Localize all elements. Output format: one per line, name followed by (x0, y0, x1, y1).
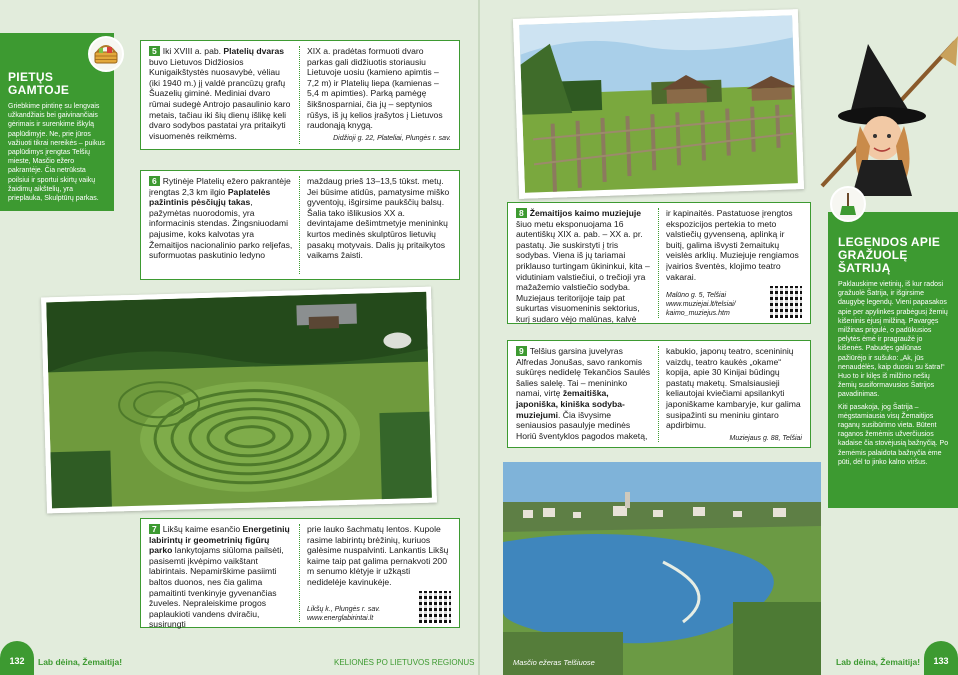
box-text: šiuo metu eksponuojama 16 autentiškų XIX a. pab. – XX a. pr. pastatų. Jie suskirstyti į tris sodybas. Viena iš jų tariamai priklauso turtingam ūkininkui, kita – vidutiniam valstiečiui, o trečioji yra mažažemio valstiečio sodyba. Muziejaus teritorijoje taip pat sukurtas visuomeninis sektorius, kurį sudaro vėjo malūnas, kalvė (516, 218, 650, 324)
sidebar-title: LEGENDOS APIE GRAŽUOLĘ ŠATRIJĄ (838, 235, 941, 275)
website-link[interactable]: kaimo_muziejus.htm (666, 310, 730, 318)
item-number: 6 (149, 176, 160, 186)
footer-left-text: Lab dėina, Žemaitija! (38, 657, 123, 667)
box-text: , pažymėtas nuorodomis, yra informacinis stendas. Žingsniuodami pajusime, koks kalvotas yra Žemaitijos nacionalinio parko reljefas, suformuotas paskutinio ledyno (149, 197, 293, 261)
sidebar-paragraph: Kiti pasakoja, jog Šatrija – mėgstamiausia visų Žemaitijos raganų susibūrimo vieta. Būtent raganos žemėmis užverčiusios kadaise čia stovėjusią bažnyčią. Po žemėmis palaidota bažnyčia ėme pūti, dėl to jinko kalno viršus. (838, 403, 949, 466)
box-highlight: Platelių dvaras (223, 46, 285, 56)
box-highlight: Paplatelės pažintinis pėsčiųjų takas (149, 186, 271, 208)
box-text: maždaug prieš 13–13,5 tūkst. metų. Jei būsime atidūs, pamatysime miško gyventojų, išgirsime paukščių balsų. Šalia tako išlikusios XX a. devintajame dešimtmetyje menininkų kurtos medinės skulptūros lietuvių pasakų motyvais. Dalis jų pritaikytos vaikams žaisti. (307, 176, 450, 261)
box-highlight: Žemaitijos kaimo muziejuje (529, 208, 642, 218)
footer-center-text: KELIONĖS PO LIETUVOS REGIONUS (334, 658, 475, 667)
qr-code (419, 591, 451, 623)
website-link[interactable]: www.muziejai.lt/telsiai/ (666, 301, 736, 309)
box-text: kabukio, japonų teatro, scenininių vaizdų, teatro kaukės „okame“ kopija, apie 30 Kinijai būdingų pastatų maketų. Smalsiausieji keliautojai kviečiami apsilankyti japoniškame kambaryje, kur galima susipažinti su meniniu gintaro apdirbimu. (666, 346, 801, 431)
info-box-8 (507, 202, 811, 324)
lake-photo (503, 462, 821, 675)
footer-right-text: Lab dėina, Žemaitija! (836, 657, 921, 667)
item-number: 7 (149, 524, 160, 534)
witch-broom-icon (830, 186, 866, 222)
item-number: 9 (516, 346, 527, 356)
info-box-5 (140, 40, 460, 150)
page-number-left: 132 (0, 641, 34, 675)
address: Muziejaus g. 88, Telšiai (729, 434, 802, 442)
box-text: Iki XVIII a. pab. (162, 46, 224, 56)
item-number: 8 (516, 208, 527, 218)
box-text: Rytinėje Platelių ežero pakrantėje įrengtas 2,3 km ilgio (149, 176, 291, 197)
info-box-9 (507, 340, 811, 448)
witch-illustration (820, 36, 958, 196)
box-text: lankytojams siūloma pailsėti, pasisemti įkvėpimo vaikštant labirintais. Nepamirškime pasiimti baltos duonos, nes čia galima pamaitinti tvenkinyje gyvenančias žuveles. Nepraleiskime progos paplaukioti vandens dviračiu, susirungti (149, 545, 284, 630)
legends-sidebar (828, 212, 958, 508)
box-highlight: Energetinių labirintų ir geometrinių figūrų parko (149, 524, 290, 556)
info-box-6 (140, 170, 460, 280)
box-highlight: žemaitiška, japoniška, kiniška sodyba-muziejumi (516, 388, 625, 420)
page-number-right: 133 (924, 641, 958, 675)
box-text: XIX a. pradėtas formuoti dvaro parkas gali didžiuotis storiausiu Lietuvoje uosiu (kamieno apimtis – 7,2 m) ir Platelių liepa (kamienas – 5,4 m apimties). Parką pamėgę šikšnosparniai, čia jų – septynios rūšys, iš jų kelios įrašytos į Lietuvos raudonąją knygą. (307, 46, 443, 131)
box-text: prie lauko šachmatų lentos. Kupole rasime labirintų brėžinių, kuriuos galėsime nuspalvinti. Lankantis Likšų kaime taip pat galima pernakvoti 200 m senumo klėtyje ir užkąsti nedidelėje kavinukėje. (307, 524, 449, 587)
picnic-basket-icon (88, 36, 124, 72)
photo-caption: Masčio ežeras Telšiuose (513, 658, 595, 667)
sidebar-title: PIETŲS GAMTOJE (8, 70, 70, 97)
item-number: 5 (149, 46, 160, 56)
info-box-7 (140, 518, 460, 628)
address: Likšų k., Plungės r. sav. (307, 605, 381, 613)
box-text: buvo Lietuvos Didžiosios Kunigaikštystės nuosavybė, vėliau (iki 1940 m.) jį valdė prancūzų grafų Šuazelių giminė. Mediniai dvaro rūmai sudegė Antrojo pasaulinio karo metais, tačiau iki šių dienų išlikę keli dvaro sodybos pastatai yra pritaikyti visuomenės reikmėms. (149, 56, 291, 141)
address: Didžioji g. 22, Plateliai, Plungės r. sav. (333, 134, 451, 142)
box-text: ir kapinaitės. Pastatuose įrengtos ekspozicijos pertekia to meto valstiečių gyvenseną, aplinką ir buitį, galima išvysti žemaitukų veislės arklių. Muziejuje rengiamos įvairios šventės, klojimo teatro vakarai. (666, 208, 799, 282)
qr-code (770, 286, 802, 318)
labyrinth-park-photo (41, 287, 437, 514)
website-link[interactable]: www.energlabirintai.lt (307, 614, 374, 622)
village-museum-photo (513, 9, 804, 199)
page-spine (478, 0, 480, 675)
sidebar-body: Griebkime pintinę su lengvais užkandžiais bei gaivinančiais gėrimais ir surenkime iškylą paplūdimyje. Ne, prie jūros važiuoti tikrai nereikės – puikus paplūdimys įrengtas Telšių mieste, Masčio ežero pakrantėje. Čia netrūksta poilsiui ir sportui skirtų vaikų žaidimų aikštelių, yra prieplauka, Skulptūrų parkas. (8, 103, 105, 203)
box-text: . Čia išvysime seniausios pasaulyje medinės Horiū šventyklos pagodos maketą, (516, 409, 648, 441)
sidebar-paragraph: Paklauskime vietinių, iš kur radosi gražuolė Šatrija, ir išgirsime daugybę legendų. Vieni papasakos apie per apylinkes prabėgusį žemių kišeninis ėjusį milžiną. Pavargęs milžinas prigulė, o padūkusios pelytės ėmė ir pragraužė jo kišenės. Pabudęs galiūnas pažiūrėjo ir sušuko: „Ak, jūs nenaudėlės, kaip duosiu su šatra!“ Huo to ir kilęs iš milžino nešių žemių susiformavusios Šatrijos pavadinimas. (838, 281, 948, 399)
box-text: Telšius garsina juvelyras Alfredas Jonušas, savo rankomis sukūręs nedidelę Tekančios Saulės šalies salelę. Tai – menininko namai, virtę (516, 346, 651, 399)
box-text: Likšų kaime esančio (162, 524, 243, 534)
sidebar-body (838, 280, 950, 467)
address: Malūno g. 5, Telšiai (666, 292, 727, 300)
